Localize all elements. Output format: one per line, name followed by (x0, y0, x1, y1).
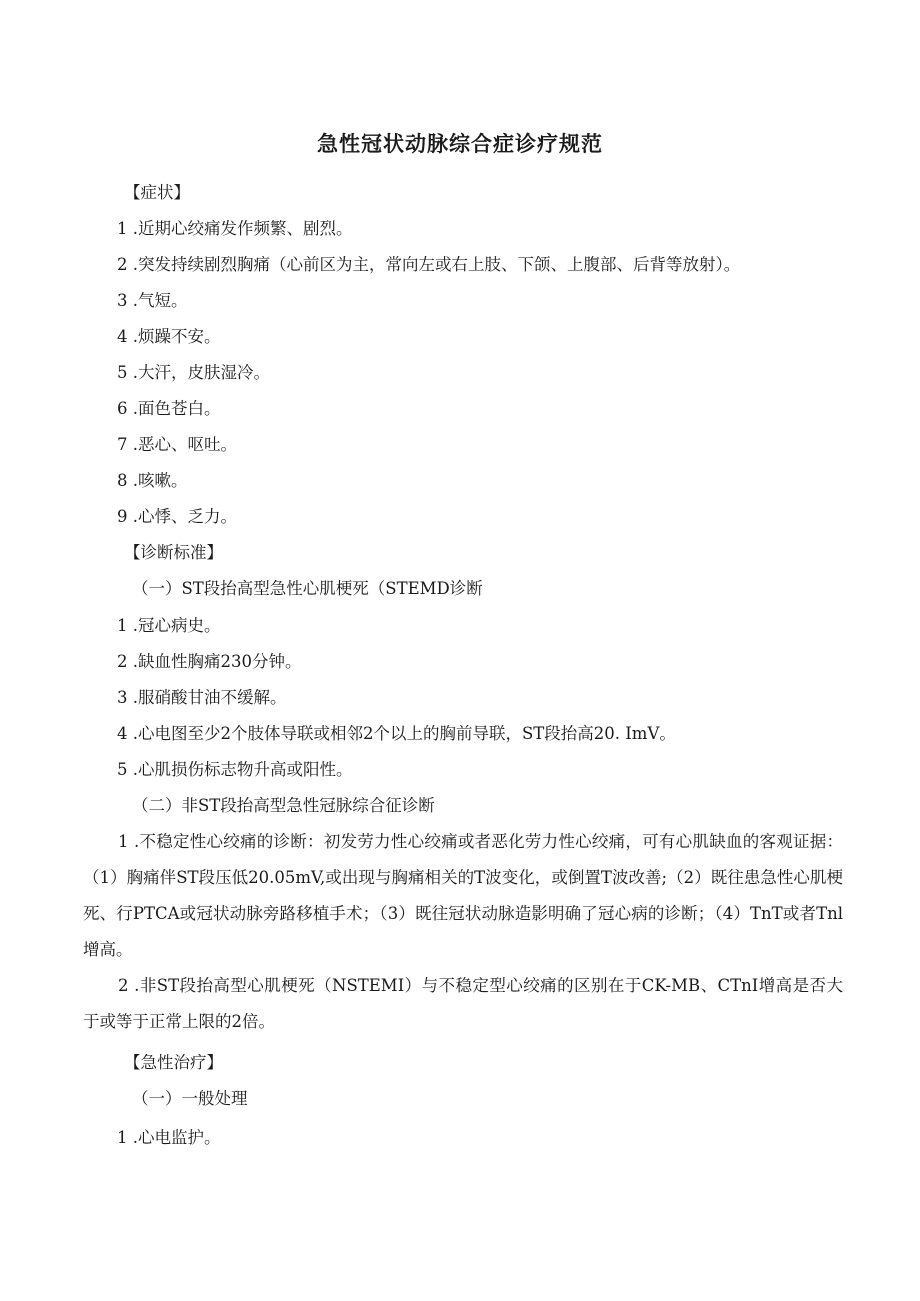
symptom-item: 2 .突发持续剧烈胸痛（心前区为主，常向左或右上肢、下颌、上腹部、后背等放射）。 (117, 255, 741, 274)
stemi-item: 3 .服硝酸甘油不缓解。 (117, 688, 287, 707)
symptoms-heading: 【症状】 (124, 183, 190, 202)
general-item: 1 .心电监护。 (117, 1128, 221, 1147)
symptom-item: 7 .恶心、呕吐。 (117, 435, 237, 454)
stemi-item: 1 .冠心病史。 (117, 616, 221, 635)
diagnosis-heading: 【诊断标准】 (124, 543, 223, 562)
symptom-item: 9 .心悸、乏力。 (117, 507, 237, 526)
stemi-item: 2 .缺血性胸痛230分钟。 (117, 652, 302, 671)
symptom-item: 4 .烦躁不安。 (117, 327, 221, 346)
symptom-item: 6 .面色苍白。 (117, 399, 221, 418)
symptom-item: 1 .近期心绞痛发作频繁、剧烈。 (117, 219, 353, 238)
page-title: 急性冠状动脉综合症诊疗规范 (317, 132, 603, 156)
treatment-heading: 【急性治疗】 (124, 1053, 223, 1072)
nste-heading: （二）非ST段抬高型急性冠脉综合征诊断 (132, 796, 435, 815)
nste-paragraph-1: 1 .不稳定性心绞痛的诊断：初发劳力性心绞痛或者恶化劳力性心绞痛，可有心肌缺血的客观证据：（1）胸痛伴ST段压低20.05mV,或出现与胸痛相关的T波变化，或倒置T波改善;（2）既往患急性心肌梗死、行PTCA或冠状动脉旁路移植手术；（3）既往冠状动脉造影明确了冠心病的诊断；（4）TnT或者Tnl增高。 (83, 832, 843, 959)
general-heading: （一）一般处理 (132, 1089, 248, 1108)
stemi-heading: （一）ST段抬高型急性心肌梗死（STEMD诊断 (132, 579, 483, 598)
symptom-item: 3 .气短。 (117, 291, 188, 310)
symptom-item: 5 .大汗，皮肤湿冷。 (117, 363, 270, 382)
stemi-item: 5 .心肌损伤标志物升高或阳性。 (117, 760, 353, 779)
symptom-item: 8 .咳嗽。 (117, 471, 188, 490)
nste-paragraph-2: 2 .非ST段抬高型心肌梗死（NSTEMI）与不稳定型心绞痛的区别在于CK-MB、CTnI增高是否大于或等于正常上限的2倍。 (83, 976, 843, 1031)
stemi-item: 4 .心电图至少2个肢体导联或相邻2个以上的胸前导联，ST段抬高20. ImV。 (117, 724, 676, 743)
